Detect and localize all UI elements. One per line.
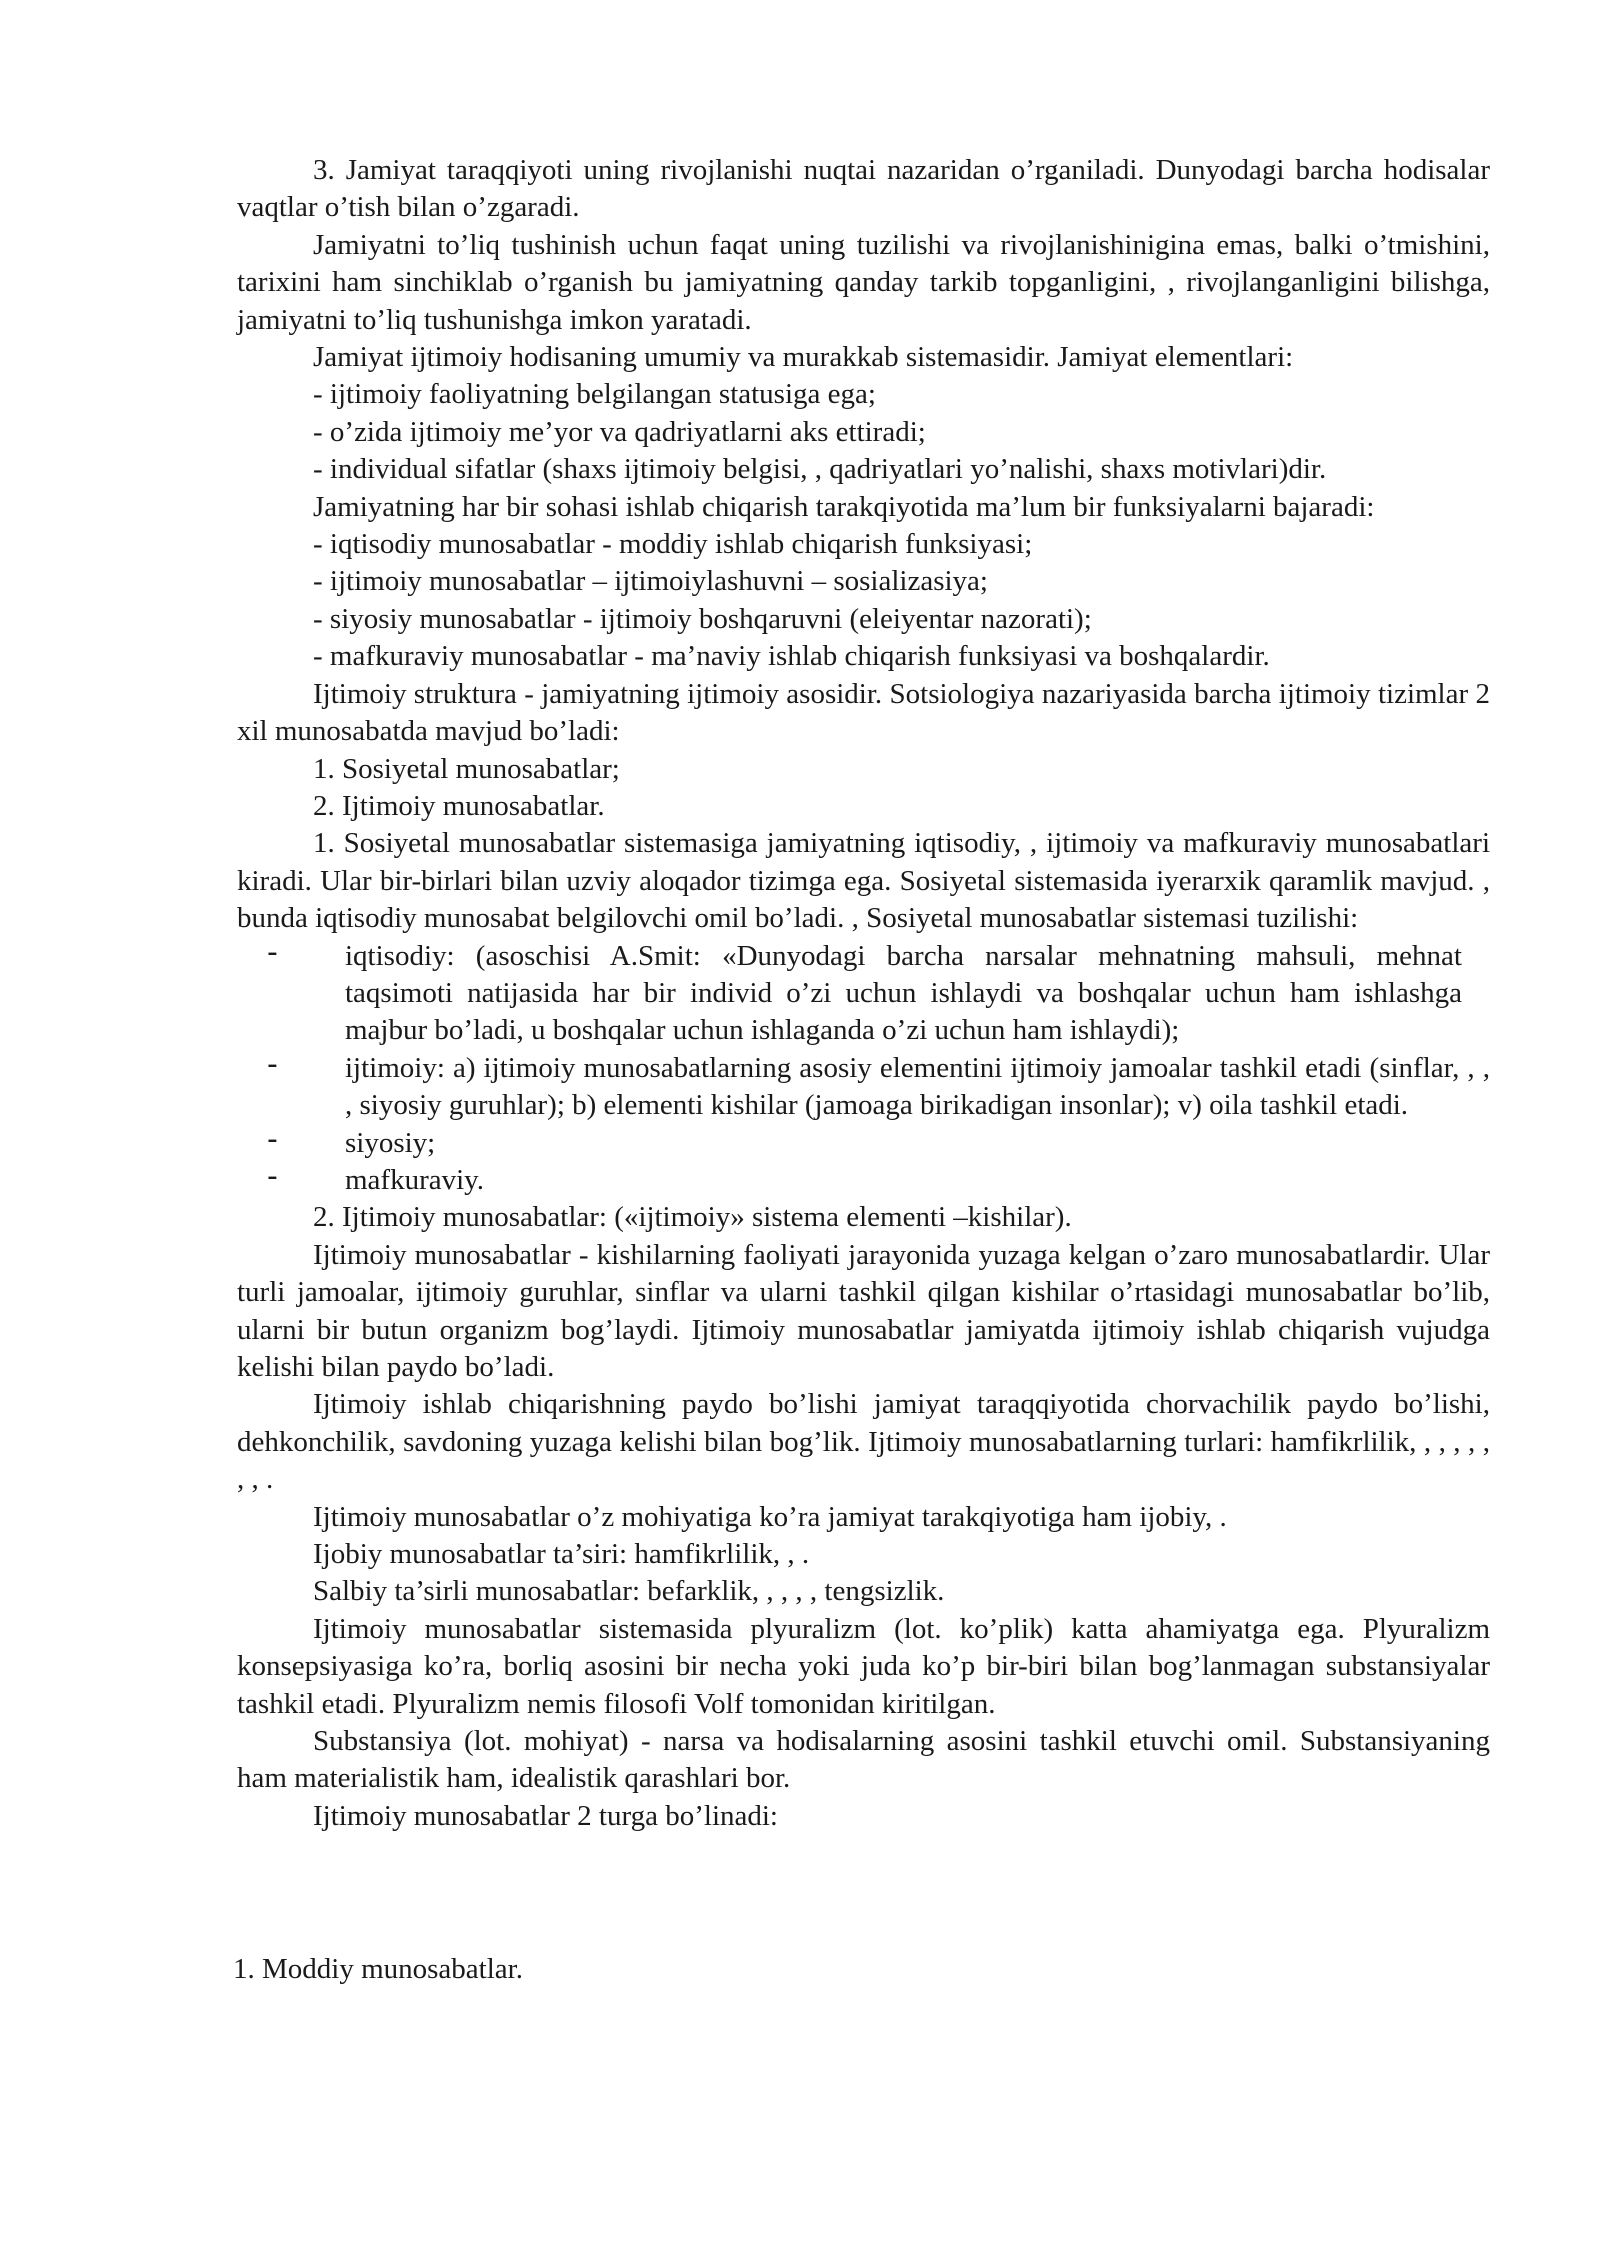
- list-item: - iqtisodiy munosabatlar - moddiy ishlab chiqarish funksiyasi;: [313, 528, 1033, 561]
- list-item: Ijtimoiy munosabatlar o’z mohiyatiga ko’ra jamiyat tarakqiyotiga ham ijobiy, .: [313, 1500, 1227, 1533]
- list-item: - o’zida ijtimoiy me’yor va qadriyatlarni aks ettiradi;: [313, 415, 926, 448]
- document-page: [233, 152, 1490, 1989]
- list-item: - individual sifatlar (shaxs ijtimoiy belgisi, , qadriyatlari yo’nalishi, shaxs motivlari)dir.: [313, 453, 1327, 486]
- list-item: - ijtimoiy faoliyatning belgilangan statusiga ega;: [313, 378, 876, 411]
- dash-list-item: [237, 1121, 1490, 1162]
- dash-list-item: [237, 1046, 1490, 1125]
- dash-list-item: [237, 1158, 1490, 1199]
- section-gap: [237, 1835, 1490, 1951]
- list-item: - mafkuraviy munosabatlar - ma’naviy ishlab chiqarish funksiyasi va boshqalardir.: [313, 640, 1270, 673]
- paragraph: Ijtimoiy ishlab chiqarishning paydo bo’lishi jamiyat taraqqiyotida chorvachilik paydo bo’lishi, dehkonchilik, savdoning yuzaga kelishi bilan bog’lik. Ijtimoiy munosabatlarning turlari: hamfikrlilik, , , , , , , , .: [237, 1388, 1490, 1496]
- paragraph: 1. Sosiyetal munosabatlar sistemasiga jamiyatning iqtisodiy, , ijtimoiy va mafkuraviy munosabatlari kiradi. Ular bir-birlari bilan uzviy aloqador tizimga ega. Sosiyetal sistemasida iyerarxik qaramlik mavjud. , bunda iqtisodiy munosabat belgilovchi omil bo’ladi. , Sosiyetal munosabatlar sistemasi tuzilishi:: [237, 827, 1490, 935]
- paragraph: Jamiyatni to’liq tushinish uchun faqat uning tuzilishi va rivojlanishinigina emas, balki o’tmishini, tarixini ham sinchiklab o’rganish bu jamiyatning qanday tarkib topganligini, , rivojlanganligini bilishga, jamiyatni to’liq tushunishga imkon yaratadi.: [237, 228, 1490, 336]
- dash-list-item-text: ijtimoiy: a) ijtimoiy munosabatlarning asosiy elementini ijtimoiy jamoalar tashkil etadi (sinflar, , , , siyosiy guruhlar); b) elementi kishilar (jamoaga birikadigan insonlar); v) oila tashkil etadi.: [345, 1051, 1490, 1122]
- dash-list-item-text: iqtisodiy: (asoschisi A.Smit: «Dunyodagi barcha narsalar mehnatning mahsuli, mehnat taqsimoti natijasida har bir individ o’zi uchun ishlaydi va boshqalar uchun ham ishlashga majbur bo’ladi, u boshqalar uchun ishlaganda o’zi uchun ham ishlaydi);: [345, 939, 1462, 1047]
- dash-bullet-icon: -: [267, 1046, 278, 1082]
- list-item-moddiy-munosabatlar: 1. Moddiy munosabatlar.: [233, 1953, 523, 1986]
- list-item: 2. Ijtimoiy munosabatlar.: [313, 789, 605, 822]
- list-item: 1. Sosiyetal munosabatlar;: [313, 752, 620, 785]
- paragraph: Jamiyatning har bir sohasi ishlab chiqarish tarakqiyotida ma’lum bir funksiyalarni bajaradi:: [313, 490, 1375, 523]
- paragraph: Jamiyat ijtimoiy hodisaning umumiy va murakkab sistemasidir. Jamiyat elementlari:: [313, 341, 1294, 374]
- paragraph: Ijtimoiy struktura - jamiyatning ijtimoiy asosidir. Sotsiologiya nazariyasida barcha ijtimoiy tizimlar 2 xil munosabatda mavjud bo’ladi:: [237, 677, 1490, 748]
- list-item: Ijobiy munosabatlar ta’siri: hamfikrlilik, , .: [313, 1538, 810, 1571]
- dash-list-item-text: siyosiy;: [345, 1126, 436, 1159]
- list-item: - siyosiy munosabatlar - ijtimoiy boshqaruvni (eleiyentar nazorati);: [313, 602, 1092, 635]
- dash-bullet-icon: -: [267, 1121, 278, 1157]
- dash-bullet-icon: -: [267, 934, 278, 970]
- list-item: Salbiy ta’sirli munosabatlar: befarklik, , , , , tengsizlik.: [313, 1575, 945, 1608]
- paragraph: Substansiya (lot. mohiyat) - narsa va hodisalarning asosini tashkil etuvchi omil. Substansiyaning ham materialistik ham, idealistik qarashlari bor.: [237, 1725, 1490, 1795]
- paragraph: Ijtimoiy munosabatlar sistemasida plyuralizm (lot. ko’plik) katta ahamiyatga ega. Plyuralizm konsepsiyasiga ko’ra, borliq asosini bir necha yoki juda ko’p bir-biri bilan bog’lanmagan substansiyalar tashkil etadi. Plyuralizm nemis filosofi Volf tomonidan kiritilgan.: [237, 1612, 1490, 1720]
- document-body: [237, 152, 1490, 1835]
- dash-list-item-text: mafkuraviy.: [345, 1163, 485, 1196]
- dash-bullet-icon: -: [267, 1158, 278, 1194]
- list-item: - ijtimoiy munosabatlar – ijtimoiylashuvni – sosializasiya;: [313, 565, 988, 598]
- paragraph: Ijtimoiy munosabatlar - kishilarning faoliyati jarayonida yuzaga kelgan o’zaro munosabatlardir. Ular turli jamoalar, ijtimoiy guruhlar, sinflar va ularni tashkil qilgan kishilar o’rtasidagi munosabatlar bo’lib, ularni bir butun organizm bog’laydi. Ijtimoiy munosabatlar jamiyatda ijtimoiy ishlab chiqarish vujudga kelishi bilan paydo bo’ladi.: [237, 1238, 1490, 1383]
- list-item: Ijtimoiy munosabatlar 2 turga bo’linadi:: [313, 1799, 778, 1832]
- dash-list-item: [237, 934, 1490, 1050]
- paragraph: 3. Jamiyat taraqqiyoti uning rivojlanishi nuqtai nazaridan o’rganiladi. Dunyodagi barcha hodisalar vaqtlar o’tish bilan o’zgaradi.: [237, 154, 1490, 224]
- list-item: 2. Ijtimoiy munosabatlar: («ijtimoiy» sistema elementi –kishilar).: [313, 1201, 1072, 1234]
